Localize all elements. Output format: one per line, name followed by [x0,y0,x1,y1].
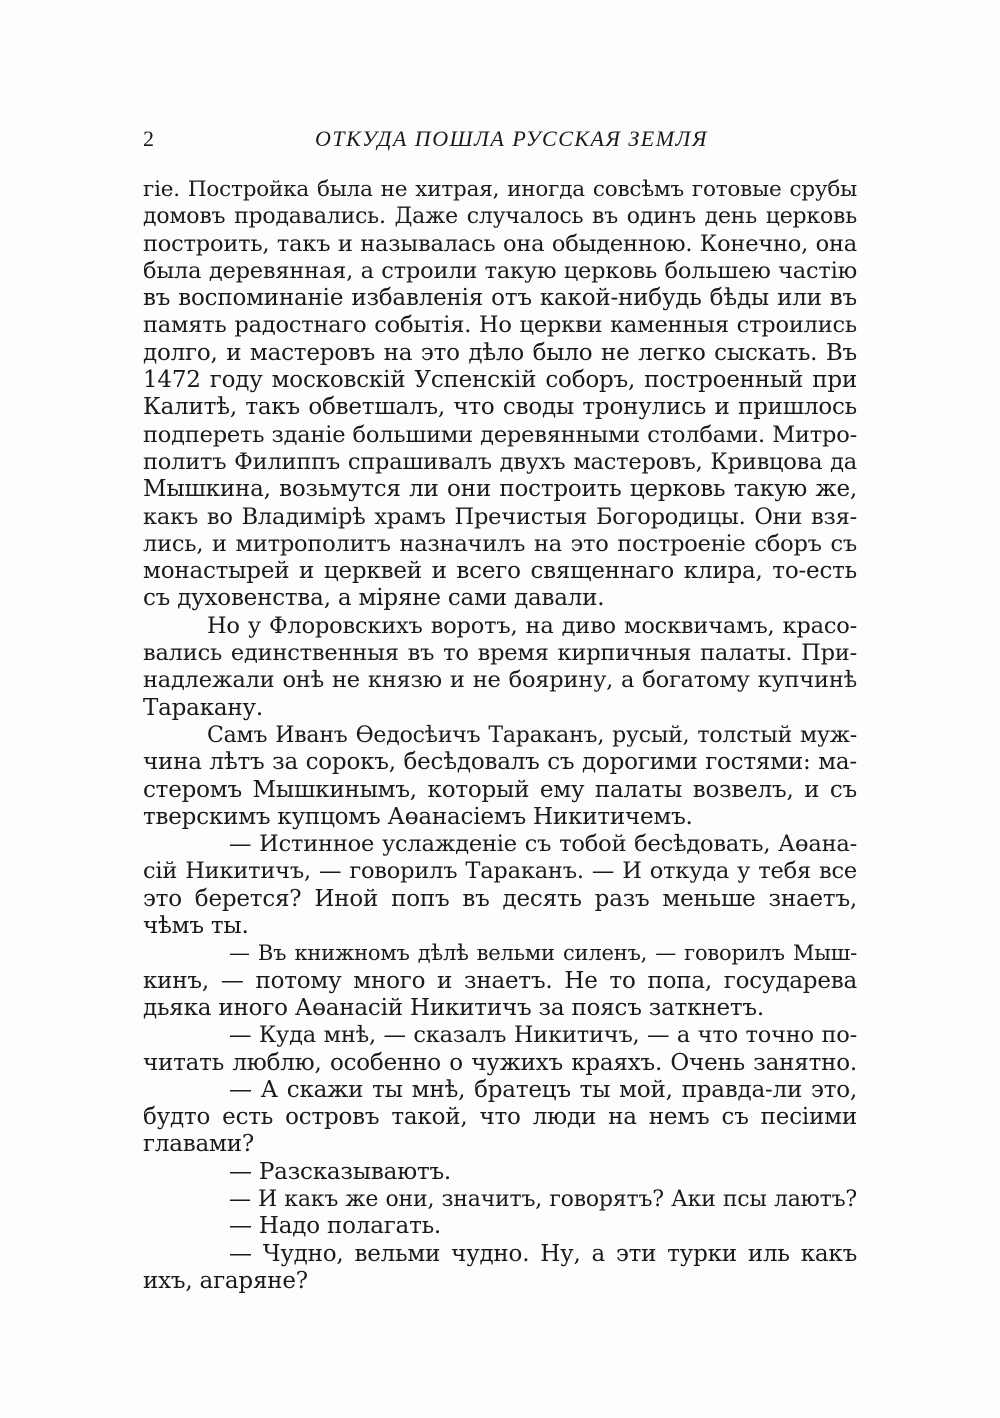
text-line: какъ во Владимірѣ храмъ Пречистыя Богородицы. Они взя- [143,503,857,530]
page-number: 2 [143,126,154,151]
text-line: это берется? Иной попъ въ десять разъ меньше знаетъ, [143,885,857,912]
text-line: лись, и митрополитъ назначилъ на это построеніе сборъ съ [143,530,857,557]
text-line: политъ Филиппъ спрашивалъ двухъ мастеровъ, Кривцова да [143,448,857,475]
text-line: монастырей и церквей и всего священнаго клира, то-есть [143,558,857,585]
body-text [143,176,857,1295]
text-line: чѣмъ ты. [143,913,249,940]
text-line: гіе. Постройка была не хитрая, иногда совсѣмъ готовые срубы [143,177,857,202]
text-line: — Въ книжномъ дѣлѣ вельми силенъ, — говорилъ Мыш- [229,941,857,966]
text-line: Самъ Иванъ Өедосѣичъ Тараканъ, русый, толстый муж- [207,722,857,748]
text-line: — И какъ же они, значитъ, говорятъ? Аки псы лаютъ? [229,1186,857,1212]
text-line: подпереть зданіе большими деревянными столбами. Митро- [143,421,857,448]
text-line: Таракану. [143,694,263,721]
text-line: 1472 году московскій Успенскій соборъ, построенный при [143,367,857,394]
text-line: съ духовенства, а міряне сами давали. [143,585,605,612]
text-line: Калитѣ, такъ обветшалъ, что своды тронулись и пришлось [143,394,857,421]
text-line: домовъ продавались. Даже случалось въ одинъ день церковь [143,204,857,230]
text-line: — Куда мнѣ, — сказалъ Никитичъ, — а что точно по- [229,1022,857,1049]
text-line: главами? [143,1131,254,1158]
text-line: — А скажи ты мнѣ, братецъ ты мой, правда-ли это, [229,1076,857,1103]
page-header [143,126,858,156]
text-line: ихъ, агаряне? [143,1267,308,1294]
text-line: память радостнаго событія. Но церкви каменныя строились [143,312,857,339]
text-line: въ воспоминаніе избавленія отъ какой-нибудь бѣды или въ [143,285,857,312]
text-line: будто есть островъ такой, что люди на немъ съ песіими [143,1104,857,1131]
text-line: сій Никитичъ, — говорилъ Тараканъ. — И откуда у тебя все [143,858,857,885]
text-line: читать люблю, особенно о чужихъ краяхъ. Очень занятно. [143,1049,857,1076]
text-line: кинъ, — потому много и знаетъ. Не то попа, государева [143,967,857,994]
text-line: стеромъ Мышкинымъ, который ему палаты возвелъ, и съ [143,776,857,803]
text-line: — Чудно, вельми чудно. Ну, а эти турки иль какъ [229,1240,857,1267]
text-line: долго, и мастеровъ на это дѣло было не легко сыскать. Въ [143,339,857,366]
running-title: ОТКУДА ПОШЛА РУССКАЯ ЗЕМЛЯ [315,126,708,151]
text-line: — Разсказываютъ. [229,1158,452,1185]
text-line: Но у Флоровскихъ воротъ, на диво москвичамъ, красо- [207,612,857,639]
text-line: надлежали онѣ не князю и не боярину, а богатому купчинѣ [143,667,857,694]
text-line: дьяка иного Аөанасій Никитичъ за поясъ заткнетъ. [143,994,764,1021]
text-line: — Надо полагать. [229,1213,442,1240]
text-line: тверскимъ купцомъ Аөанасіемъ Никитичемъ. [143,803,693,830]
text-line: вались единственныя въ то время кирпичныя палаты. При- [143,640,857,667]
text-line: — Истинное услажденіе съ тобой бесѣдовать, Аөана- [229,831,857,858]
text-line: построить, такъ и называлась она обыденною. Конечно, она [143,230,857,257]
text-line: Мышкина, возьмутся ли они построить церковь такую же, [143,476,857,503]
text-line: чина лѣтъ за сорокъ, бесѣдовалъ съ дорогими гостями: ма- [143,749,857,776]
text-line: была деревянная, а строили такую церковь большею частію [143,257,857,284]
